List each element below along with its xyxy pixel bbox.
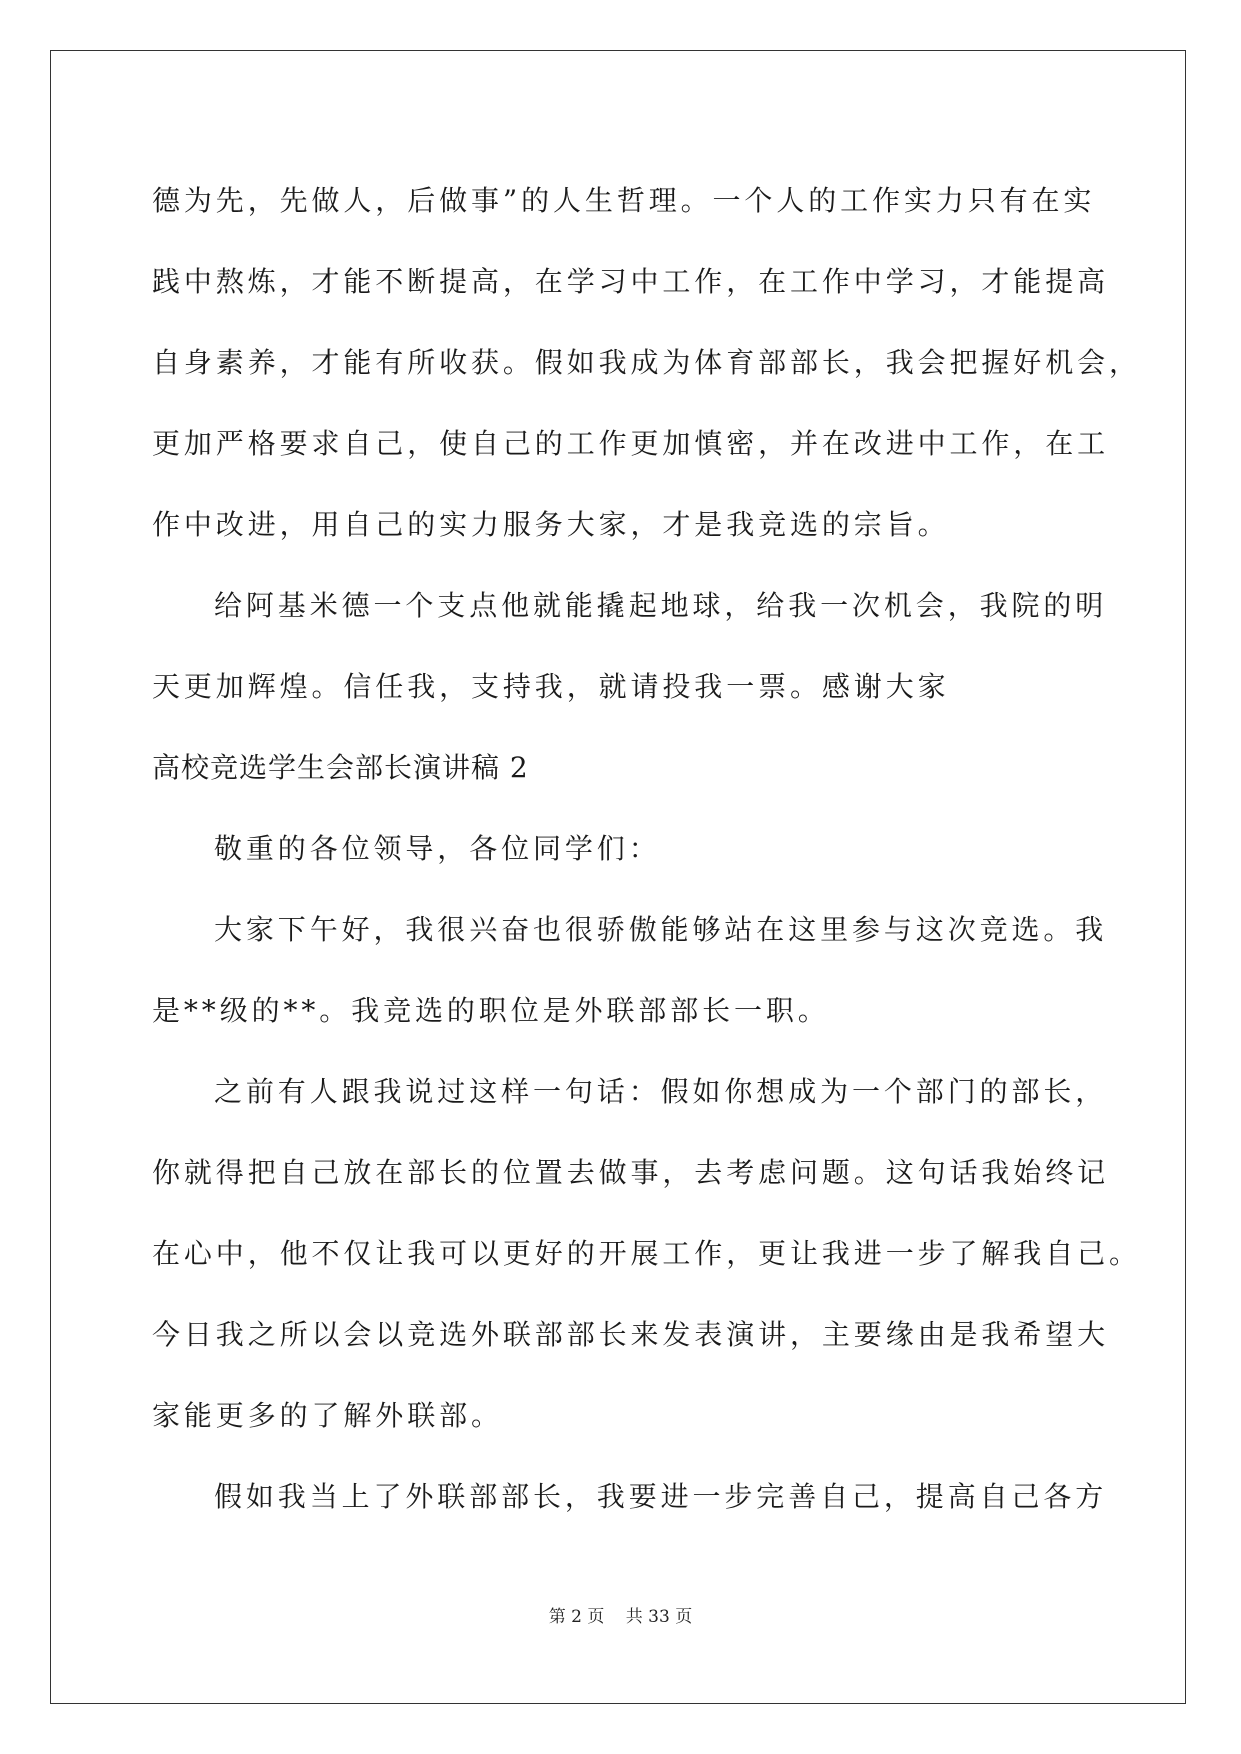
- paragraph-line: 是**级的**。我竞选的职位是外联部部长一职。: [152, 994, 830, 1027]
- paragraph-line: 在心中，他不仅让我可以更好的开展工作，更让我进一步了解我自己。: [152, 1237, 1141, 1270]
- paragraph-line: 假如我当上了外联部部长，我要进一步完善自己，提高自己各方: [214, 1480, 1108, 1513]
- paragraph-line: 自身素养，才能有所收获。假如我成为体育部部长，我会把握好机会，: [152, 346, 1141, 379]
- paragraph-line: 给阿基米德一个支点他就能撬起地球，给我一次机会，我院的明: [214, 589, 1108, 622]
- paragraph-line: 天更加辉煌。信任我，支持我，就请投我一票。感谢大家: [152, 670, 950, 703]
- document-body: [152, 160, 1141, 1537]
- page-footer: [0, 1602, 1241, 1627]
- paragraph-line: 家能更多的了解外联部。: [152, 1399, 503, 1432]
- section-heading: 高校竞选学生会部长演讲稿 2: [152, 751, 529, 784]
- paragraph-line: 你就得把自己放在部长的位置去做事，去考虑问题。这句话我始终记: [152, 1156, 1110, 1189]
- salutation-line: 敬重的各位领导，各位同学们：: [214, 832, 661, 865]
- paragraph-line: 之前有人跟我说过这样一句话：假如你想成为一个部门的部长，: [214, 1075, 1108, 1108]
- paragraph-line: 践中熬炼，才能不断提高，在学习中工作，在工作中学习，才能提高: [152, 265, 1110, 298]
- page-total: 共 33 页: [625, 1607, 693, 1627]
- paragraph-line: 今日我之所以会以竞选外联部部长来发表演讲，主要缘由是我希望大: [152, 1318, 1110, 1351]
- paragraph-line: 大家下午好，我很兴奋也很骄傲能够站在这里参与这次竞选。我: [214, 913, 1108, 946]
- paragraph-line: 作中改进，用自己的实力服务大家，才是我竞选的宗旨。: [152, 508, 950, 541]
- paragraph-line: 德为先，先做人，后做事”的人生哲理。一个人的工作实力只有在实: [152, 184, 1096, 217]
- paragraph-line: 更加严格要求自己，使自己的工作更加慎密，并在改进中工作，在工: [152, 427, 1110, 460]
- page-number: 第 2 页: [548, 1607, 605, 1627]
